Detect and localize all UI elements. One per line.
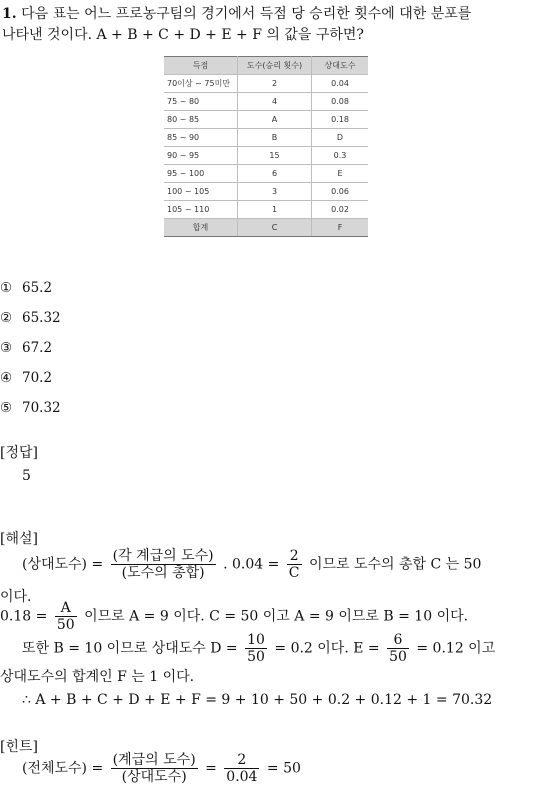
fraction xyxy=(287,548,302,581)
table-cell: C xyxy=(238,219,312,237)
explanation-text: = 0.12 이고 xyxy=(416,640,496,657)
table-cell: 85 ~ 90 xyxy=(164,129,238,147)
table-cell: 합계 xyxy=(164,219,238,237)
table-cell: 0.08 xyxy=(312,93,369,111)
table-cell: 3 xyxy=(238,183,312,201)
table-row xyxy=(164,75,368,93)
hint-text: = 50 xyxy=(266,760,301,777)
fraction-denominator: 0.04 xyxy=(226,769,258,785)
fraction-numerator: 6 xyxy=(387,632,409,649)
table-total-row xyxy=(164,219,368,237)
fraction xyxy=(387,632,409,665)
explanation-text: (상대도수) = xyxy=(22,556,104,573)
table-header: 상대도수 xyxy=(312,57,369,75)
question-text xyxy=(2,4,530,46)
answer-label: [정답] xyxy=(0,445,38,461)
table-cell: 0.06 xyxy=(312,183,369,201)
table-row xyxy=(164,147,368,165)
table-cell: 80 ~ 85 xyxy=(164,111,238,129)
table-cell: 90 ~ 95 xyxy=(164,147,238,165)
fraction-numerator: 2 xyxy=(224,752,259,769)
hint-label: [힌트] xyxy=(0,739,38,755)
answer-value: 5 xyxy=(22,468,31,484)
fraction xyxy=(224,752,259,785)
table-cell: 95 ~ 100 xyxy=(164,165,238,183)
choice-marker: ④ xyxy=(0,370,13,386)
table-cell: 2 xyxy=(238,75,312,93)
table-row xyxy=(164,165,368,183)
table-cell: 0.18 xyxy=(312,111,369,129)
table-cell: 4 xyxy=(238,93,312,111)
fraction-denominator: (도수의 총합) xyxy=(121,565,205,581)
choice-1[interactable] xyxy=(0,280,52,296)
table-header: 득점 xyxy=(164,57,238,75)
fraction-denominator: C xyxy=(288,565,300,581)
fraction xyxy=(55,600,77,633)
hint-text: (전체도수) = xyxy=(22,760,104,777)
question-number: 1. xyxy=(2,6,17,22)
table-cell: 0.02 xyxy=(312,201,369,219)
table-cell: 15 xyxy=(238,147,312,165)
fraction-denominator: 50 xyxy=(56,617,75,633)
table-cell: 6 xyxy=(238,165,312,183)
explanation-text: = 0.2 이다. E = xyxy=(274,640,380,657)
choice-marker: ③ xyxy=(0,340,13,356)
table-cell: F xyxy=(312,219,369,237)
question-line-1: 다음 표는 어느 프로농구팀의 경기에서 득점 당 승리한 횟수에 대한 분포를 xyxy=(21,6,472,22)
table-row xyxy=(164,129,368,147)
fraction-denominator: 50 xyxy=(247,649,265,665)
fraction-numerator: 2 xyxy=(287,548,302,565)
choice-text: 67.2 xyxy=(22,340,53,356)
table-row xyxy=(164,201,368,219)
explanation-text: 이므로 A = 9 이다. C = 50 이고 A = 9 이므로 B = 10 이다. xyxy=(84,608,469,625)
choice-marker: ⑤ xyxy=(0,400,13,416)
fraction xyxy=(111,548,216,581)
choice-marker: ① xyxy=(0,280,13,296)
table-cell: 105 ~ 110 xyxy=(164,201,238,219)
table-cell: B xyxy=(238,129,312,147)
table-row xyxy=(164,183,368,201)
table-row xyxy=(164,93,368,111)
fraction-numerator: A xyxy=(55,600,77,617)
explanation-text: 이므로 도수의 총합 C 는 50 xyxy=(308,556,482,573)
explanation-line-2: 이다. xyxy=(0,589,32,605)
fraction xyxy=(245,632,267,665)
table-cell: 100 ~ 105 xyxy=(164,183,238,201)
explanation-line-4 xyxy=(22,632,495,665)
explanation-line-5: 상대도수의 합계인 F 는 1 이다. xyxy=(0,669,195,685)
explanation-conclusion: ∴ A + B + C + D + E + F = 9 + 10 + 50 + 0.2 + 0.12 + 1 = 70.32 xyxy=(22,692,493,708)
table-cell: E xyxy=(312,165,369,183)
fraction xyxy=(111,752,198,785)
choice-text: 65.2 xyxy=(22,280,53,296)
table-cell: 75 ~ 80 xyxy=(164,93,238,111)
choice-text: 65.32 xyxy=(22,310,61,326)
question-line-2: 나타낸 것이다. A + B + C + D + E + F 의 값을 구하면? xyxy=(2,27,364,43)
hint-text: = xyxy=(205,760,217,777)
fraction-numerator: (계급의 도수) xyxy=(112,752,196,768)
frequency-table xyxy=(164,56,368,237)
table-cell: 70이상 ~ 75미만 xyxy=(164,75,238,93)
choice-text: 70.2 xyxy=(22,370,53,386)
table-cell: 1 xyxy=(238,201,312,219)
explanation-line-3 xyxy=(0,600,468,633)
explanation-text: 0.18 = xyxy=(0,608,48,625)
table-cell: D xyxy=(312,129,369,147)
choice-2[interactable] xyxy=(0,310,61,326)
table-header-row xyxy=(164,57,368,75)
hint-formula xyxy=(22,752,301,785)
table-header: 도수(승리 횟수) xyxy=(238,57,312,75)
fraction-numerator: 10 xyxy=(247,632,265,648)
fraction-numerator: (각 계급의 도수) xyxy=(112,548,214,564)
table-row xyxy=(164,111,368,129)
explanation-text: 또한 B = 10 이므로 상대도수 D = xyxy=(22,640,238,657)
choice-marker: ② xyxy=(0,310,13,326)
choice-5[interactable] xyxy=(0,400,61,416)
explanation-label: [해설] xyxy=(0,531,38,547)
explanation-text: . 0.04 = xyxy=(223,556,280,573)
explanation-line-1 xyxy=(22,548,481,581)
table-cell: 0.3 xyxy=(312,147,369,165)
fraction-denominator: 50 xyxy=(389,649,407,665)
table-cell: 0.04 xyxy=(312,75,369,93)
choice-4[interactable] xyxy=(0,370,52,386)
table-cell: A xyxy=(238,111,312,129)
fraction-denominator: (상대도수) xyxy=(121,769,187,785)
choice-text: 70.32 xyxy=(22,400,61,416)
choice-3[interactable] xyxy=(0,340,52,356)
